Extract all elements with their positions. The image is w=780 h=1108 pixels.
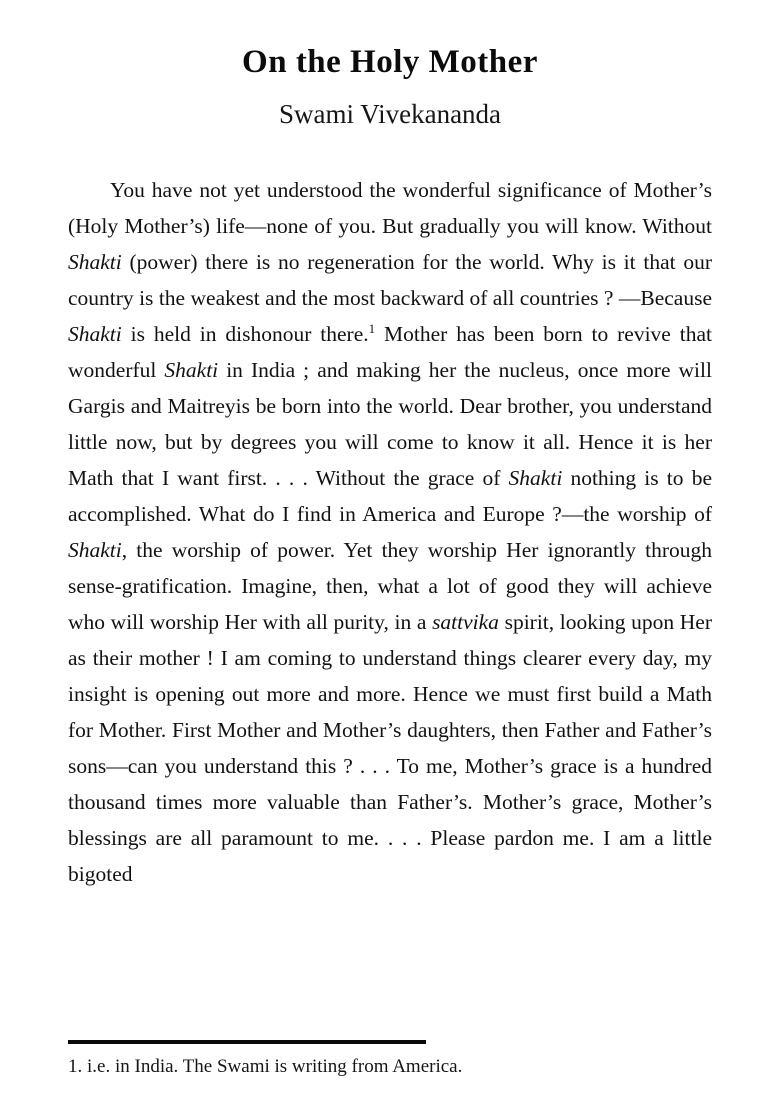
footnote-area [68, 1040, 712, 1080]
footnote-divider [68, 1040, 426, 1044]
body-segment-italic: Shakti [68, 250, 122, 274]
body-segment-italic: Shakti [68, 322, 122, 346]
author-name: Swami Vivekananda [278, 99, 502, 129]
body-segment: spirit, looking upon Her as their mother ! I am coming to understand things clearer every day, my insight is opening out more and more. Hence we must first build a Math for Mother. First Mother and Mother’s daughters, then Father and Father’s sons—can you understand this ? . . . To me, Mother’s grace is a hundred thousand times more valuable than Father’s. Mother’s grace, Mother’s blessings are all paramount to me. . . . Please pardon me. I am a little bigoted [68, 610, 712, 886]
body-segment: in India ; and making her the nucleus, once more will Gargis and Maitreyis be born into the world. Dear brother, you understand little now, but by degrees you will come to know it all. Hence it is her Math that I want first. . . . Without the grace of [68, 358, 712, 490]
body-segment: (power) there is no regeneration for the world. Why is it that our country is the weakest and the most backward of all countries ? —Because [68, 250, 712, 310]
body-text-block [68, 172, 712, 892]
body-segment: is held in dishonour there. [121, 322, 369, 346]
body-segment-italic: sattvika [432, 610, 499, 634]
page-title: On the Holy Mother [242, 44, 538, 80]
body-segment-italic: Shakti [164, 358, 219, 382]
body-paragraph [68, 172, 712, 892]
body-segment: Mother has been born to revive that wonderful [68, 322, 712, 382]
body-segment: You have not yet understood the wonderful significance of Mother’s (Holy Mother’s) life—none of you. But gradually you will know. Without [68, 178, 712, 238]
footnote-reference: 1 [368, 320, 376, 336]
body-segment: nothing is to be accomplished. What do I find in America and Europe ?—the worship of [68, 466, 712, 526]
body-segment-italic: Shakti [508, 466, 563, 490]
footnote-text: 1. i.e. in India. The Swami is writing from America. [68, 1056, 463, 1077]
body-segment-italic: Shakti [68, 538, 122, 562]
body-segment: , the worship of power. Yet they worship Her ignorantly through sense-gratification. Imagine, then, what a lot of good they will achieve who will worship Her with all purity, in a [68, 538, 712, 634]
